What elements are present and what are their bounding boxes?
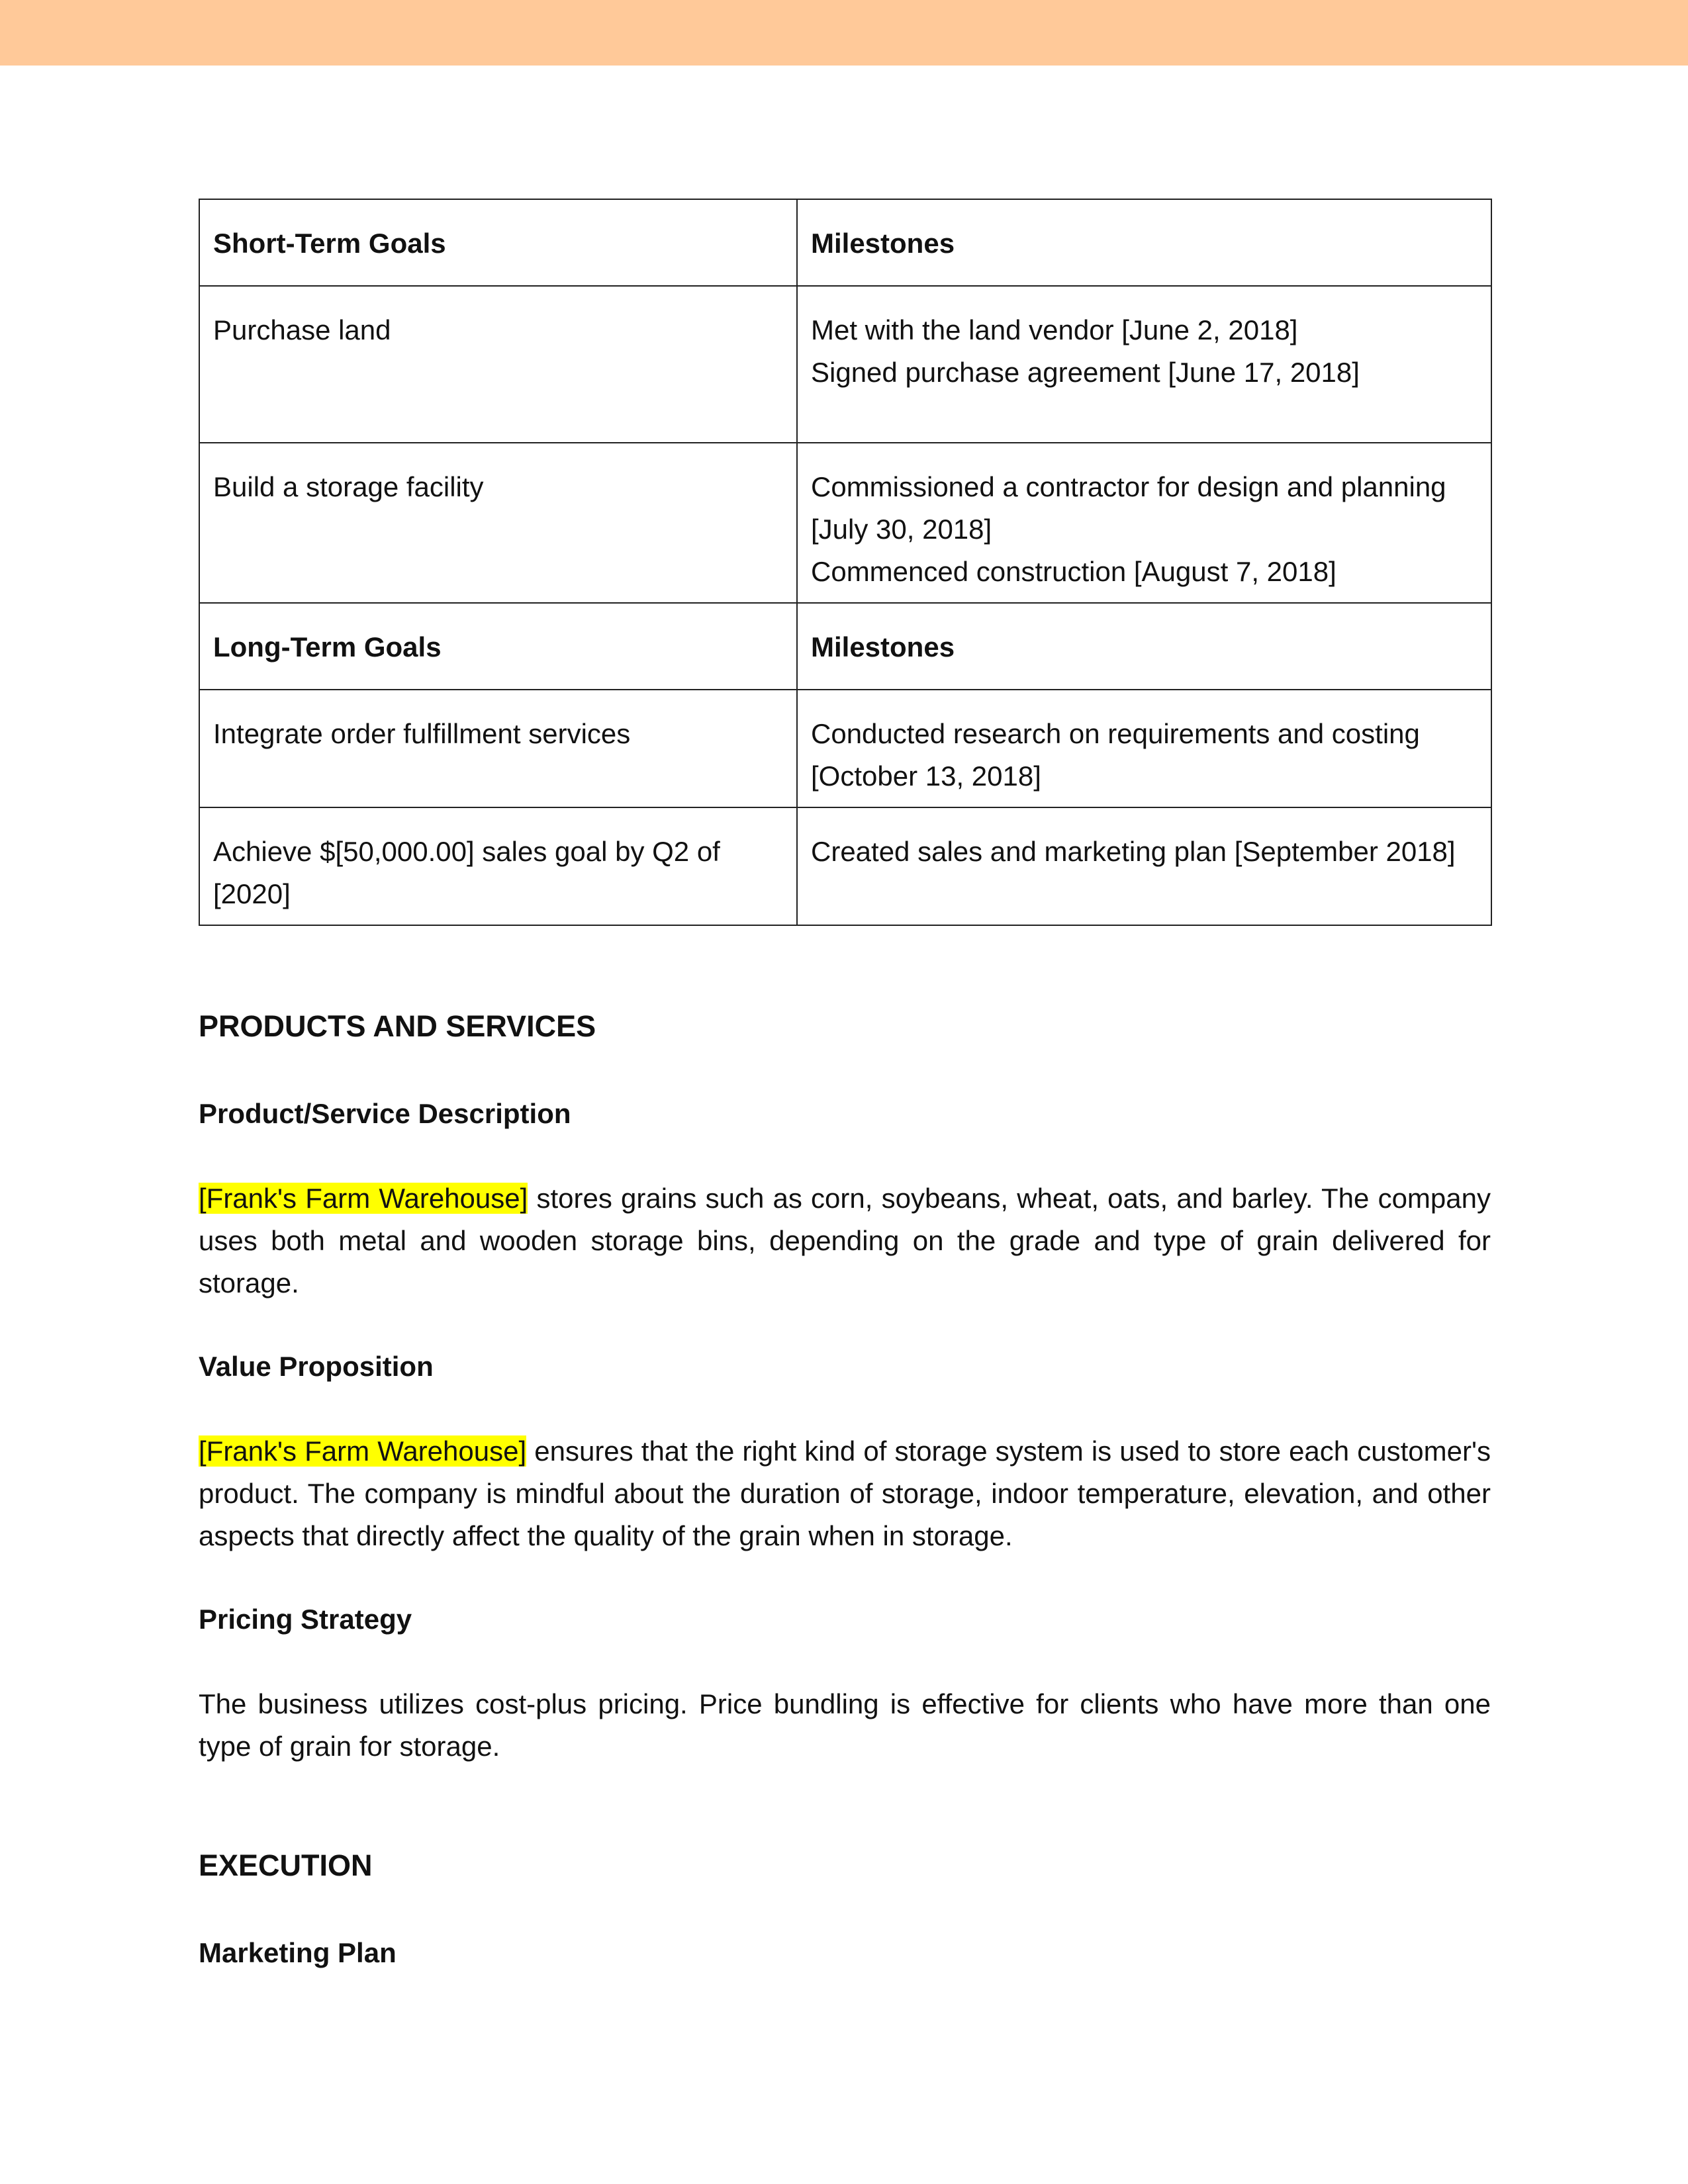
table-row — [199, 286, 1491, 443]
table-row — [199, 807, 1491, 925]
header-band — [0, 0, 1688, 66]
product-description-heading: Product/Service Description — [199, 1098, 571, 1129]
short-term-goals-header: Short-Term Goals — [199, 199, 797, 286]
paragraph-text: stores grains such as corn, soybeans, wheat, oats, and barley. The company uses both metal and wooden storage bins, depending on the grade and type of grain delivered for storage. — [199, 1183, 1491, 1298]
marketing-plan-heading: Marketing Plan — [199, 1937, 397, 1968]
table-row — [199, 603, 1491, 690]
milestone-item: Commissioned a contractor for design and planning [July 30, 2018] — [811, 471, 1446, 545]
milestone-item: Created sales and marketing plan [September 2018] — [811, 836, 1456, 867]
value-proposition-heading: Value Proposition — [199, 1351, 434, 1382]
goal-cell: Integrate order fulfillment services — [199, 690, 797, 807]
table-row — [199, 443, 1491, 603]
goal-cell: Achieve $[50,000.00] sales goal by Q2 of [2020] — [199, 807, 797, 925]
table-row — [199, 199, 1491, 286]
milestones-cell — [797, 443, 1491, 603]
milestone-item: Met with the land vendor [June 2, 2018] — [811, 314, 1298, 345]
milestone-item: Signed purchase agreement [June 17, 2018] — [811, 357, 1360, 388]
milestones-cell — [797, 807, 1491, 925]
pricing-strategy-paragraph: The business utilizes cost-plus pricing. Price bundling is effective for clients who have more than one type of grain for storage. — [199, 1688, 1491, 1762]
goal-cell: Purchase land — [199, 286, 797, 443]
short-term-milestones-header: Milestones — [797, 199, 1491, 286]
long-term-goals-header: Long-Term Goals — [199, 603, 797, 690]
products-services-heading: PRODUCTS AND SERVICES — [199, 1009, 596, 1043]
goals-milestones-table — [199, 199, 1492, 926]
table-row — [199, 690, 1491, 807]
milestones-cell — [797, 286, 1491, 443]
pricing-strategy-heading: Pricing Strategy — [199, 1604, 412, 1635]
milestones-cell — [797, 690, 1491, 807]
execution-heading: EXECUTION — [199, 1848, 373, 1882]
document-body — [199, 199, 1491, 1973]
company-name-highlight: [Frank's Farm Warehouse] — [199, 1435, 527, 1467]
long-term-milestones-header: Milestones — [797, 603, 1491, 690]
milestone-item: Conducted research on requirements and costing [October 13, 2018] — [811, 718, 1420, 792]
product-description-paragraph — [199, 1177, 1491, 1304]
paragraph-text: ensures that the right kind of storage system is used to store each customer's product. The company is mindful about the duration of storage, indoor temperature, elevation, and other aspects that directly affect the quality of the grain when in storage. — [199, 1435, 1491, 1551]
goal-cell: Build a storage facility — [199, 443, 797, 603]
company-name-highlight: [Frank's Farm Warehouse] — [199, 1183, 528, 1214]
milestone-item: Commenced construction [August 7, 2018] — [811, 556, 1336, 587]
value-proposition-paragraph — [199, 1430, 1491, 1557]
